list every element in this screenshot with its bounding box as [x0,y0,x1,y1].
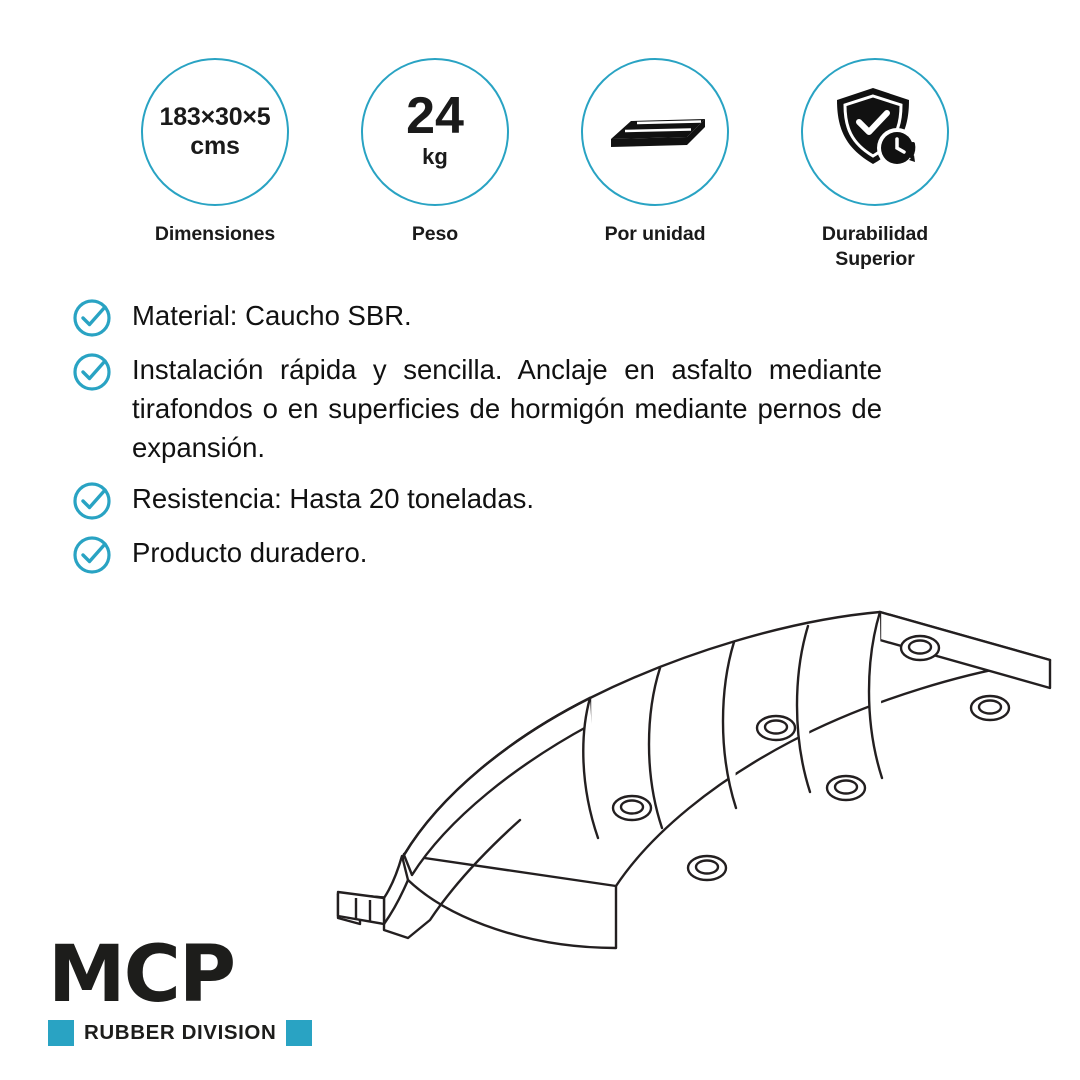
spec-durabilidad [780,58,970,272]
shield-clock-icon [827,82,923,183]
logo-square-right-icon [286,1020,312,1046]
logo-square-left-icon [48,1020,74,1046]
spec-peso-label: Peso [411,223,459,245]
feature-text: Material: Caucho SBR. [132,300,412,331]
list-item [72,350,882,467]
spec-por-unidad-label: Por unidad [604,223,706,245]
check-circle-icon [72,535,112,575]
spec-dimensiones-value-line1: 183×30×5 [159,102,271,131]
product-illustration [280,520,1070,990]
spec-highlights [120,58,970,272]
logo-subtitle-row [48,1020,368,1046]
spec-dimensiones [120,58,310,247]
spec-durabilidad-label [822,222,928,272]
spec-peso-circle [361,58,509,206]
spec-por-unidad-circle [581,58,729,206]
logo-subtitle: RUBBER DIVISION [84,1021,277,1044]
brand-logo [48,930,368,1046]
check-circle-icon [72,481,112,521]
check-circle-icon [72,298,112,338]
feature-text: Producto duradero. [132,537,368,569]
speed-bump-icon [601,95,709,170]
spec-durabilidad-circle [801,58,949,206]
list-item [72,296,882,338]
spec-peso-unit: kg [422,144,448,170]
spec-dimensiones-circle [141,58,289,206]
spec-durabilidad-label-line1: Durabilidad [821,223,929,245]
list-item [72,479,882,521]
spec-peso [340,58,530,247]
feature-text: Resistencia: Hasta 20 toneladas. [132,483,535,515]
spec-por-unidad [560,58,750,247]
logo-wordmark: MCP [48,930,235,1021]
spec-durabilidad-label-line2: Superior [835,247,915,270]
check-circle-icon [72,352,112,392]
spec-dimensiones-value-line2: cms [190,132,240,160]
spec-dimensiones-label: Dimensiones [154,223,276,245]
spec-peso-value: 24 [406,87,464,145]
feature-text: Instalación rápida y sencilla. Anclaje en asfalto mediante tirafondos o en superficies de hormigón mediante pernos de expansión. [132,354,882,464]
